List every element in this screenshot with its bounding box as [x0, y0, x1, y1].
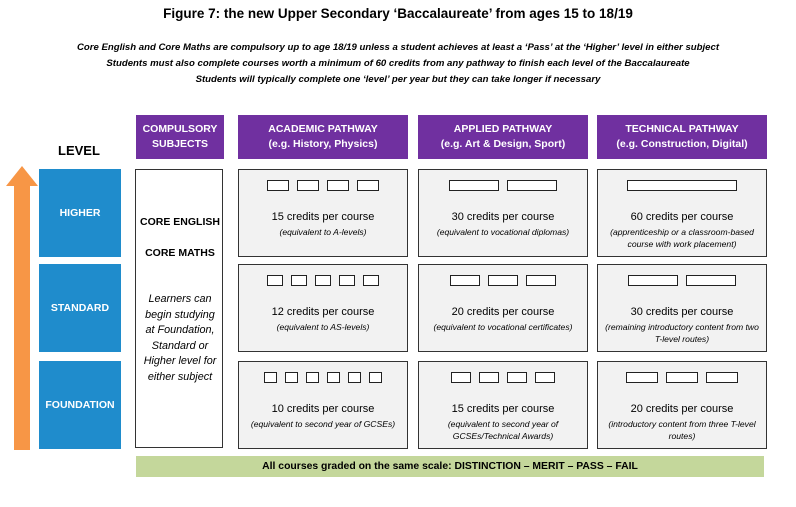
course-slot-box [327, 372, 340, 383]
header-compulsory [136, 115, 224, 159]
course-slot-box [488, 275, 518, 286]
equivalence-text: (remaining introductory content from two T-level routes) [605, 322, 759, 344]
course-slots [598, 372, 766, 383]
credits-text: 15 credits per course [271, 211, 375, 223]
cell-standard-academic [238, 264, 408, 352]
equivalence-text: (equivalent to vocational certificates) [433, 322, 573, 332]
equivalence-text: (introductory content from three T-level routes) [608, 419, 756, 441]
header-applied-title: APPLIED PATHWAY [453, 123, 553, 135]
course-slot-box [507, 180, 557, 191]
course-slot-box [264, 372, 277, 383]
equivalence-text: (equivalent to AS-levels) [276, 322, 370, 332]
level-foundation: FOUNDATION [39, 361, 121, 449]
course-slot-box [315, 275, 331, 286]
course-slot-box [297, 180, 319, 191]
header-technical-title: TECHNICAL PATHWAY [625, 123, 739, 135]
course-slots [419, 372, 587, 383]
course-slot-box [628, 275, 678, 286]
header-academic-title: ACADEMIC PATHWAY [268, 123, 378, 135]
header-academic-example: (e.g. History, Physics) [268, 138, 378, 150]
course-slots [239, 180, 407, 191]
equivalence-text: (equivalent to second year of GCSEs/Technical Awards) [447, 419, 559, 441]
equivalence-text: (equivalent to vocational diplomas) [436, 227, 570, 237]
course-slots [419, 275, 587, 286]
header-compulsory-line2: SUBJECTS [151, 138, 208, 150]
course-slot-box [357, 180, 379, 191]
header-technical-example: (e.g. Construction, Digital) [616, 138, 748, 150]
course-slot-box [626, 372, 658, 383]
credits-text: 12 credits per course [271, 306, 375, 318]
course-slot-box [369, 372, 382, 383]
course-slots [239, 275, 407, 286]
header-compulsory-line1: COMPULSORY [142, 123, 218, 135]
course-slot-box [339, 275, 355, 286]
course-slots [598, 180, 766, 191]
credits-text: 30 credits per course [630, 306, 734, 318]
credits-text: 10 credits per course [271, 403, 375, 415]
equivalence-text: (apprenticeship or a classroom-based course with work placement) [610, 227, 754, 249]
subtitle-line-1: Core English and Core Maths are compulsory up to age 18/19 unless a student achieves at least a ‘Pass’ at the ‘Higher’ level in either subject [76, 42, 720, 53]
course-slot-box [306, 372, 319, 383]
cell-higher-academic [238, 169, 408, 257]
course-slot-box [451, 372, 471, 383]
cell-higher-applied [418, 169, 588, 257]
cell-foundation-academic [238, 361, 408, 449]
course-slots [239, 372, 407, 383]
core-english: CORE ENGLISH [140, 216, 220, 228]
grading-scale-bar: All courses graded on the same scale: DISTINCTION – MERIT – PASS – FAIL [136, 456, 764, 477]
course-slot-box [450, 275, 480, 286]
compulsory-note: Learners can begin studying at Foundation, Standard or Higher level for either subject [143, 293, 217, 383]
course-slot-box [706, 372, 738, 383]
course-slot-box [627, 180, 737, 191]
cell-higher-technical [597, 169, 767, 257]
course-slot-box [285, 372, 298, 383]
header-technical [597, 115, 767, 159]
figure-title: Figure 7: the new Upper Secondary ‘Baccalaureate’ from ages 15 to 18/19 [163, 6, 633, 21]
credits-text: 60 credits per course [630, 211, 734, 223]
level-label: LEVEL [58, 143, 100, 158]
header-academic [238, 115, 408, 159]
course-slot-box [686, 275, 736, 286]
course-slot-box [291, 275, 307, 286]
course-slot-box [526, 275, 556, 286]
subtitle-line-2: Students must also complete courses worth a minimum of 60 credits from any pathway to finish each level of the Baccalaureate [106, 58, 690, 69]
course-slots [598, 275, 766, 286]
subtitle-line-3: Students will typically complete one ‘level’ per year but they can take longer if necessary [195, 74, 601, 85]
course-slot-box [348, 372, 361, 383]
course-slot-box [507, 372, 527, 383]
course-slot-box [327, 180, 349, 191]
course-slot-box [535, 372, 555, 383]
cell-foundation-applied [418, 361, 588, 449]
credits-text: 20 credits per course [451, 306, 555, 318]
level-standard: STANDARD [39, 264, 121, 352]
course-slot-box [363, 275, 379, 286]
header-applied-example: (e.g. Art & Design, Sport) [440, 138, 566, 150]
credits-text: 30 credits per course [451, 211, 555, 223]
course-slots [419, 180, 587, 191]
credits-text: 15 credits per course [451, 403, 555, 415]
credits-text: 20 credits per course [630, 403, 734, 415]
level-higher: HIGHER [39, 169, 121, 257]
cell-standard-applied [418, 264, 588, 352]
core-maths: CORE MATHS [145, 247, 215, 259]
course-slot-box [267, 275, 283, 286]
cell-foundation-technical [597, 361, 767, 449]
course-slot-box [666, 372, 698, 383]
course-slot-box [479, 372, 499, 383]
arrow-head [6, 166, 38, 186]
equivalence-text: (equivalent to second year of GCSEs) [250, 419, 396, 429]
progression-arrow [6, 166, 38, 450]
equivalence-text: (equivalent to A-levels) [279, 227, 367, 237]
cell-standard-technical [597, 264, 767, 352]
course-slot-box [267, 180, 289, 191]
course-slot-box [449, 180, 499, 191]
arrow-shaft [14, 184, 30, 450]
header-applied [418, 115, 588, 159]
compulsory-subjects-box [135, 169, 223, 448]
